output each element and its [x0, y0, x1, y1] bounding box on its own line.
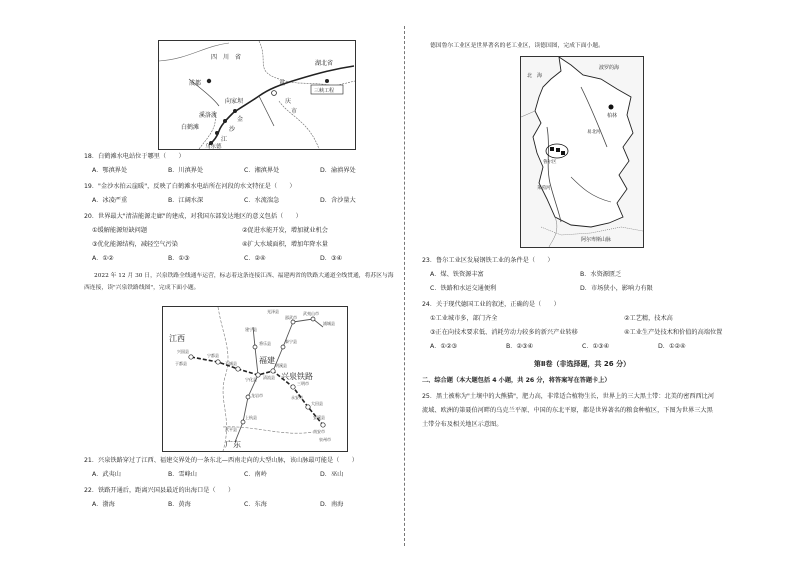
ruhr-city-marker [550, 147, 554, 151]
q24-item-4: ④工业生产处技术和价值的高端位置 [624, 329, 723, 336]
label-fujian: 福建 [259, 356, 275, 365]
label-jiangxi: 江西 [169, 334, 185, 343]
xingquan-railway-figure [162, 306, 348, 452]
river-tributary [259, 96, 274, 126]
station-jianning: 建宁县 [245, 327, 257, 332]
germany-map-figure [520, 56, 644, 248]
q24-options [430, 342, 734, 351]
label-rhine: 莱茵河 [537, 186, 551, 191]
q20-item-1: ①缓解能源短缺问题 [92, 227, 148, 234]
label-baltic-sea: 波罗的海 [599, 65, 620, 71]
germany-map [521, 57, 643, 247]
station-mingxi: 明溪县 [275, 363, 287, 368]
label-hubei: 湖北省 [315, 60, 334, 67]
q22-option-d[interactable]: D．南海 [320, 501, 344, 508]
q20-item-2: ②促进水能开发，增加就业机会 [242, 227, 328, 234]
q25-line3: 土带分布及相关地区示意图。 [422, 421, 503, 428]
q20-item-3: ③优化能源结构，减轻空气污染 [92, 241, 178, 248]
station-jiangle: 将乐县 [259, 341, 271, 346]
ruhr-city-marker [561, 151, 565, 155]
q23-options-row1 [430, 270, 621, 279]
label-chengdu: 成都 [189, 80, 202, 87]
label-guangdong: 广东 [225, 440, 241, 449]
station-taining: 泰宁县 [285, 339, 297, 344]
q20-options [92, 254, 396, 263]
station-shaowu: 邵武市 [285, 315, 297, 320]
xiluodu-dot [223, 119, 227, 123]
station-yudu: 于都县 [175, 361, 187, 366]
intro23: 德国鲁尔工业区是世界著名的老工业区，读德国图，完成下面小题。 [430, 43, 604, 49]
q18-options [92, 166, 396, 175]
q25-line2: 流域、欧洲的第聂伯河畔的乌克兰平原、中国的东北平原，都是世界著名的粮食种植区，下图为世界三大黑 [422, 407, 713, 414]
label-chong: 重 [279, 80, 286, 87]
province-border [259, 41, 355, 86]
station-shanghang: 上杭县 [245, 415, 257, 420]
q19-option-b[interactable]: B．江阔水深 [168, 197, 204, 204]
q24-item-3: ③正在向技术要求低、消耗劳动力较多的新兴产业转移 [430, 329, 578, 336]
q24-option-c[interactable]: C．①③④ [582, 343, 610, 350]
chengdu-dot [207, 79, 211, 83]
q24-option-d[interactable]: D．①②④ [658, 343, 686, 350]
q22-stem: 22．铁路开通后，距离兴国县最近的出海口是（ ） [84, 487, 235, 494]
label-xiluodu: 溪洛渡 [199, 112, 218, 119]
q24-option-b[interactable]: B．②③④ [506, 343, 534, 350]
q21-option-b[interactable]: B．雪峰山 [168, 471, 197, 478]
q24-item-1: ①工业城市多，部门齐全 [430, 315, 498, 322]
q23-stem: 23．鲁尔工业区发展钢铁工业的条件是（ ） [422, 257, 554, 264]
intro21-line2: 西连接，读"兴泉铁路线图"，完成下面小题。 [84, 285, 200, 291]
label-elbe: 易北河 [587, 130, 601, 135]
q21-options [92, 470, 396, 479]
station-xingguo: 兴国县 [177, 349, 189, 354]
label-sanxia: 三峡工程 [314, 88, 335, 94]
xiangjiaba-dot [233, 109, 237, 113]
q24-option-a[interactable]: A．①②③ [430, 343, 458, 350]
station-qingliu: 清流县 [263, 375, 275, 380]
q21-option-d[interactable]: D．巫山 [320, 471, 344, 478]
q20-option-c[interactable]: C．②④ [244, 255, 266, 262]
other-railway [235, 327, 258, 442]
q22-option-c[interactable]: C．东海 [244, 501, 267, 508]
q21-option-c[interactable]: C．南岭 [244, 471, 267, 478]
q21-option-a[interactable]: A．武夷山 [92, 471, 121, 478]
q24-items-row1 [430, 314, 673, 323]
q23-option-b[interactable]: B．水资源匮乏 [580, 271, 622, 278]
chongqing-dot [272, 91, 277, 96]
station-datian: 大田县 [311, 401, 323, 406]
ruhr-city-marker [556, 148, 560, 152]
label-xiangjiaba: 向家坝 [225, 98, 244, 105]
berlin-dot [609, 105, 614, 110]
label-qing: 庆 [285, 98, 292, 105]
q19-option-d[interactable]: D．含沙量大 [320, 197, 356, 204]
q18-option-d[interactable]: D．渝滇界处 [320, 167, 356, 174]
label-xingquan: 兴泉铁路 [281, 372, 313, 381]
q20-option-d[interactable]: D．③④ [320, 255, 343, 262]
q20-stem: 20．世界最大"清洁能源走廊"的建成，对我国东部发达地区的意义包括（ ） [84, 213, 302, 220]
q23-options-row2 [430, 284, 653, 293]
q22-option-a[interactable]: A．渤海 [92, 501, 115, 508]
river-yangtze [209, 66, 354, 145]
q23-option-c[interactable]: C．铁路和水运交通便利 [430, 285, 497, 292]
station-nanan: 南安市 [313, 429, 325, 434]
label-ruhr: 鲁尔区 [543, 160, 557, 165]
xingquan-railway-map [163, 307, 347, 451]
label-shi: 市 [291, 108, 298, 115]
station-shicheng: 石城县 [225, 361, 237, 366]
part2-title: 第Ⅱ卷（非选择题，共 26 分） [533, 360, 631, 368]
q18-option-b[interactable]: B．川滇界处 [168, 167, 204, 174]
q24-stem: 24．关于现代德国工业的叙述，正确的是（ ） [422, 301, 560, 308]
station-wuyishan: 武夷山市 [303, 311, 319, 316]
q23-option-a[interactable]: A．煤、铁资源丰富 [430, 271, 484, 278]
q22-option-b[interactable]: B．黄海 [168, 501, 191, 508]
label-jiang: 江 [221, 136, 228, 143]
station-sanming: 三明市 [297, 381, 309, 386]
q20-item-4: ④扩大水域面积，增加年降水量 [242, 241, 328, 248]
label-sichuan: 四 川 省 [211, 54, 242, 61]
station-yongan: 永安市 [291, 395, 303, 400]
q20-items-row1 [92, 226, 328, 235]
station-longyan: 龙岩市 [251, 393, 263, 398]
q20-option-b[interactable]: B．①③ [168, 255, 190, 262]
station-wuping: 武平县 [225, 427, 237, 432]
label-baihetan: 白鹤滩 [181, 124, 200, 131]
station-quanzhou: 泉州市 [319, 437, 331, 442]
q18-option-a[interactable]: A．鄂滇界处 [92, 167, 128, 174]
label-wudongde: 乌东德 [205, 144, 222, 149]
station-ninghua: 宁化县 [245, 377, 257, 382]
q18-option-c[interactable]: C．湘滇界处 [244, 167, 280, 174]
station-anxi: 安溪县 [313, 415, 325, 420]
q19-options [92, 196, 396, 205]
sichuan-map [159, 41, 355, 149]
label-alps: 阿尔卑斯山脉 [581, 237, 612, 243]
station-ningdu: 宁都县 [207, 353, 219, 358]
label-sha: 沙 [229, 126, 236, 133]
q20-option-a[interactable]: A．①② [92, 255, 114, 262]
q18-stem: 18．白鹤滩水电站位于哪里（ ） [84, 153, 185, 160]
label-north-sea: 北 海 [527, 73, 543, 79]
q25-line1: 25．黑土被称为"土壤中的大熊猫"，肥力高，非常适合植物生长，世界上的三大黑土带：北美的密西西比河 [422, 393, 715, 400]
label-jin: 金 [237, 116, 244, 123]
label-berlin: 柏林 [607, 113, 618, 119]
q19-stem: 19．"金沙水拍云崖暖"，反映了白鹤滩水电站所在河段的水文特征是（ ） [84, 183, 296, 190]
q23-option-d[interactable]: D．市场狭小，影响力有限 [580, 285, 653, 292]
sanxia-dot [325, 79, 329, 83]
q24-item-2: ②工艺精，技术高 [624, 315, 673, 322]
q21-stem: 21．兴泉铁路穿过了江西、福建交界处的一条东北—西南走向的大型山脉，该山脉最可能是（ ） [84, 457, 358, 464]
q19-option-a[interactable]: A．冰凌严重 [92, 197, 128, 204]
q20-items-row2 [92, 240, 328, 249]
province-border [279, 101, 319, 149]
column-divider [404, 26, 406, 546]
part2-section-heading: 二、综合题（本大题包括 4 小题，共 26 分，将答案写在答题卡上） [422, 377, 611, 384]
baihetan-dot [215, 131, 219, 135]
q22-options [92, 500, 396, 509]
other-railway [293, 319, 323, 327]
intro21-line1: 2022 年 12 月 30 日，兴泉铁路全线通车运营，标志着这条连接江西、福建两省的铁路大通道全线贯通，将苏区与海 [94, 273, 394, 279]
station-pucheng: 浦城县 [323, 321, 335, 326]
station-guangze: 光泽县 [267, 309, 279, 314]
q24-items-row2 [430, 328, 722, 337]
sichuan-map-figure [158, 40, 356, 150]
q19-option-c[interactable]: C．水流湍急 [244, 197, 280, 204]
